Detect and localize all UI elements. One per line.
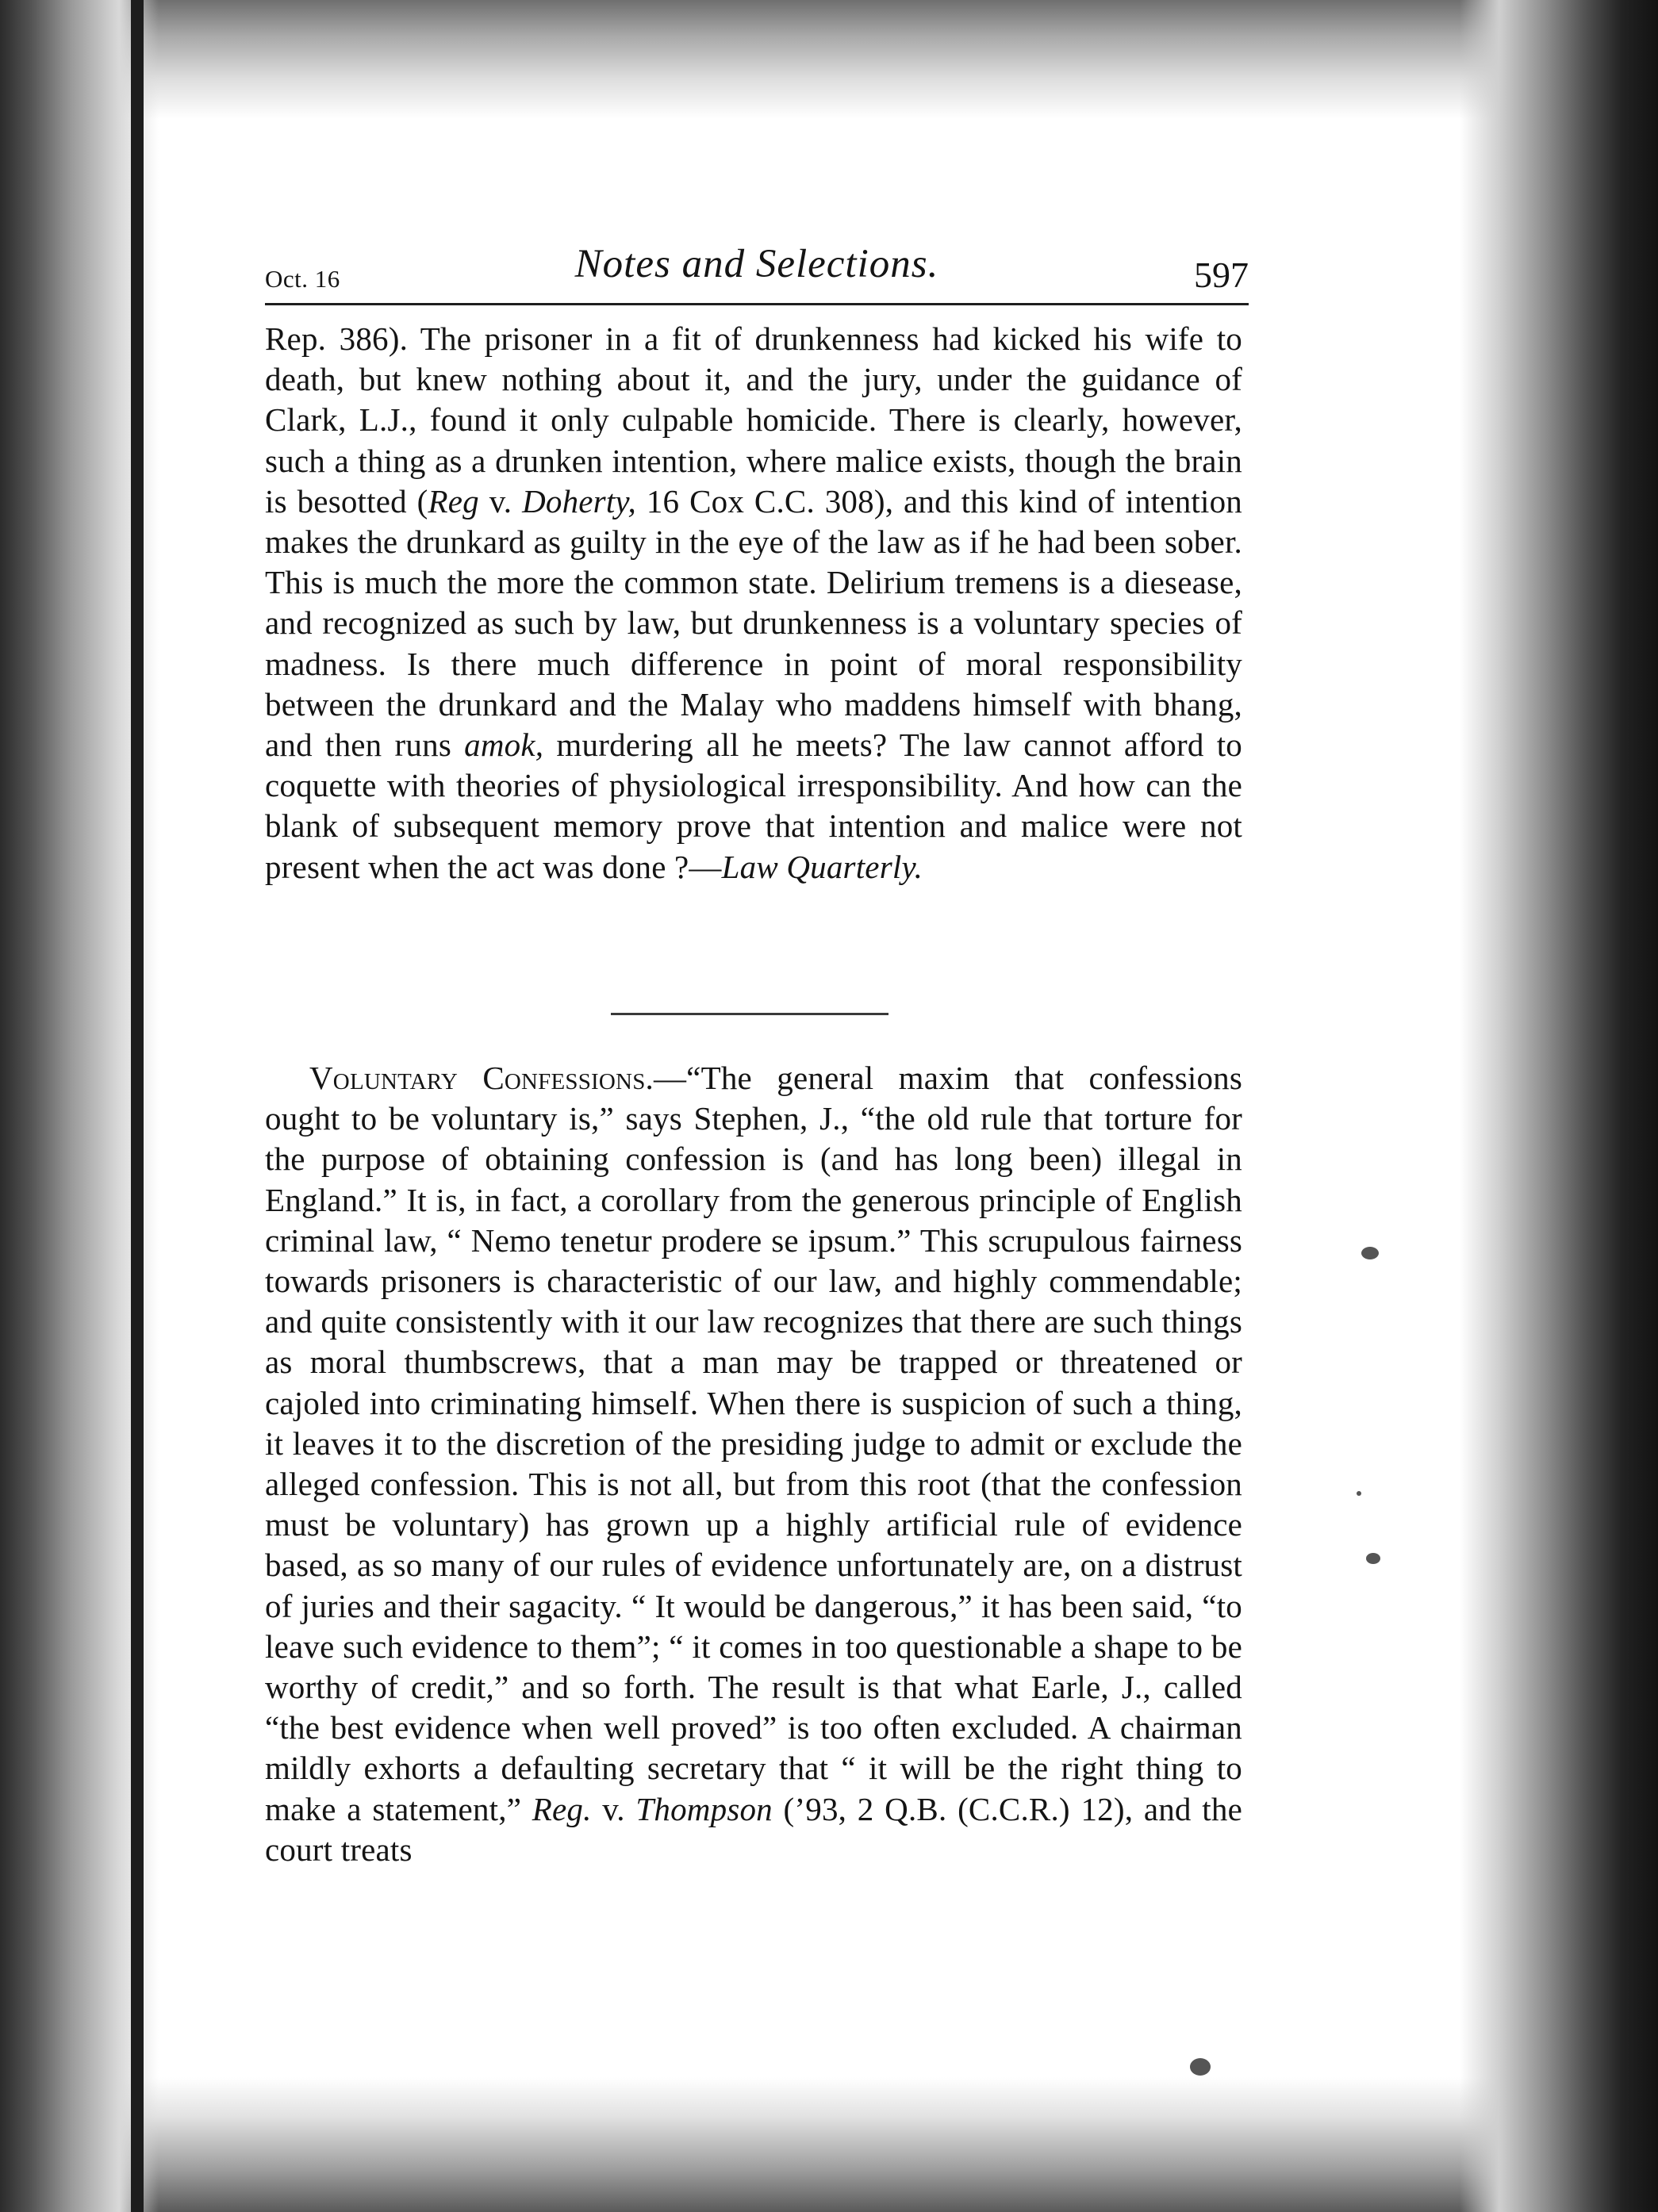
binding-shadow: [131, 0, 144, 2212]
running-head-title: Notes and Selections.: [574, 242, 939, 286]
section-heading: Voluntary Confessions.: [309, 1060, 654, 1096]
running-head-date: Oct. 16: [265, 265, 340, 293]
running-head: [265, 236, 1249, 298]
source-attribution: Law Quarterly.: [721, 848, 923, 885]
text-run: 16 Cox C.C. 308), and this kind of intention makes the drunkard as guilty in the eye of the law as if he had been sober. This is much the more the common state. Delirium tremens is a diesease, and recognized as such by law, but drunkenness is a voluntary species of madness. Is there much difference in point of moral responsibility between the drunkard and the Malay who maddens himself with bhang, and then runs: [265, 482, 1243, 764]
article-voluntary-confessions: [265, 1058, 1242, 1870]
header-rule: [265, 303, 1249, 305]
text-run: v.: [591, 1790, 636, 1827]
scan-edge-top: [0, 0, 1658, 119]
case-citation-reg: Reg: [428, 482, 479, 519]
scan-speck: [1190, 2058, 1211, 2076]
text-run: Rep. 386). The prisoner in a fit of drunkenness had kicked his wife to death, but knew nothing about it, and the jury, under the guidance of Clark, L.J., found it only culpable homicide. There is clearly, however, such a thing as a drunken intention, where malice exists, though the brain is besotted (: [265, 320, 1242, 519]
page-number: 597: [1194, 255, 1249, 295]
scan-speck: [1361, 1247, 1379, 1259]
paragraph: [265, 1058, 1242, 1870]
case-citation-reg: Reg.: [532, 1790, 592, 1827]
paragraph: [265, 319, 1242, 887]
text-run: —“The general maxim that confessions ought to be voluntary is,” says Stephen, J., “the old rule that torture for the purpose of obtaining confession is (and has long been) illegal in England.” It is, in fact, a corollary from the generous principle of English criminal law, “ Nemo tenetur prodere se ipsum.” This scrupulous fairness towards prisoners is characteristic of our law, and highly commendable; and quite consistently with it our law recognizes that there are such things as moral thumbscrews, that a man may be trapped or threatened or cajoled into criminating himself. When there is suspicion of such a thing, it leaves it to the discretion of the presiding judge to admit or exclude the alleged confession. This is not all, but from this root (that the confession must be voluntary) has grown up a highly artificial rule of evidence based, as so many of our rules of evidence unfortunately are, on a distrust of juries and their sagacity. “ It would be dangerous,” it has been said, “to leave such evidence to them”; “ it comes in too questionable a shape to be worthy of credit,” and so forth. The result is that what Earle, J., called “the best evidence when well proved” is too often excluded. A chairman mildly exhorts a defaulting secretary that “ it will be the right thing to make a statement,”: [265, 1060, 1243, 1827]
scan-edge-bottom: [0, 2077, 1658, 2212]
section-divider: [611, 1013, 888, 1015]
text-run: murdering all he meets? The law cannot afford to coquette with theories of physiological irresponsibility. And how can the blank of subsequent memory prove that intention and malice were not present when the act was done ?—: [265, 726, 1243, 885]
article-drunkenness: [265, 319, 1242, 887]
case-citation-name: Doherty,: [522, 482, 637, 519]
scan-edge-right: [1460, 0, 1658, 2212]
text-run: (’93, 2 Q.B. (C.C.R.) 12), and the court treats: [265, 1790, 1242, 1868]
case-citation-name: Thompson: [635, 1790, 773, 1827]
scan-speck: [1357, 1491, 1361, 1496]
italic-term: amok,: [464, 726, 544, 764]
scan-speck: [1366, 1553, 1380, 1564]
text-run: v.: [478, 482, 523, 519]
